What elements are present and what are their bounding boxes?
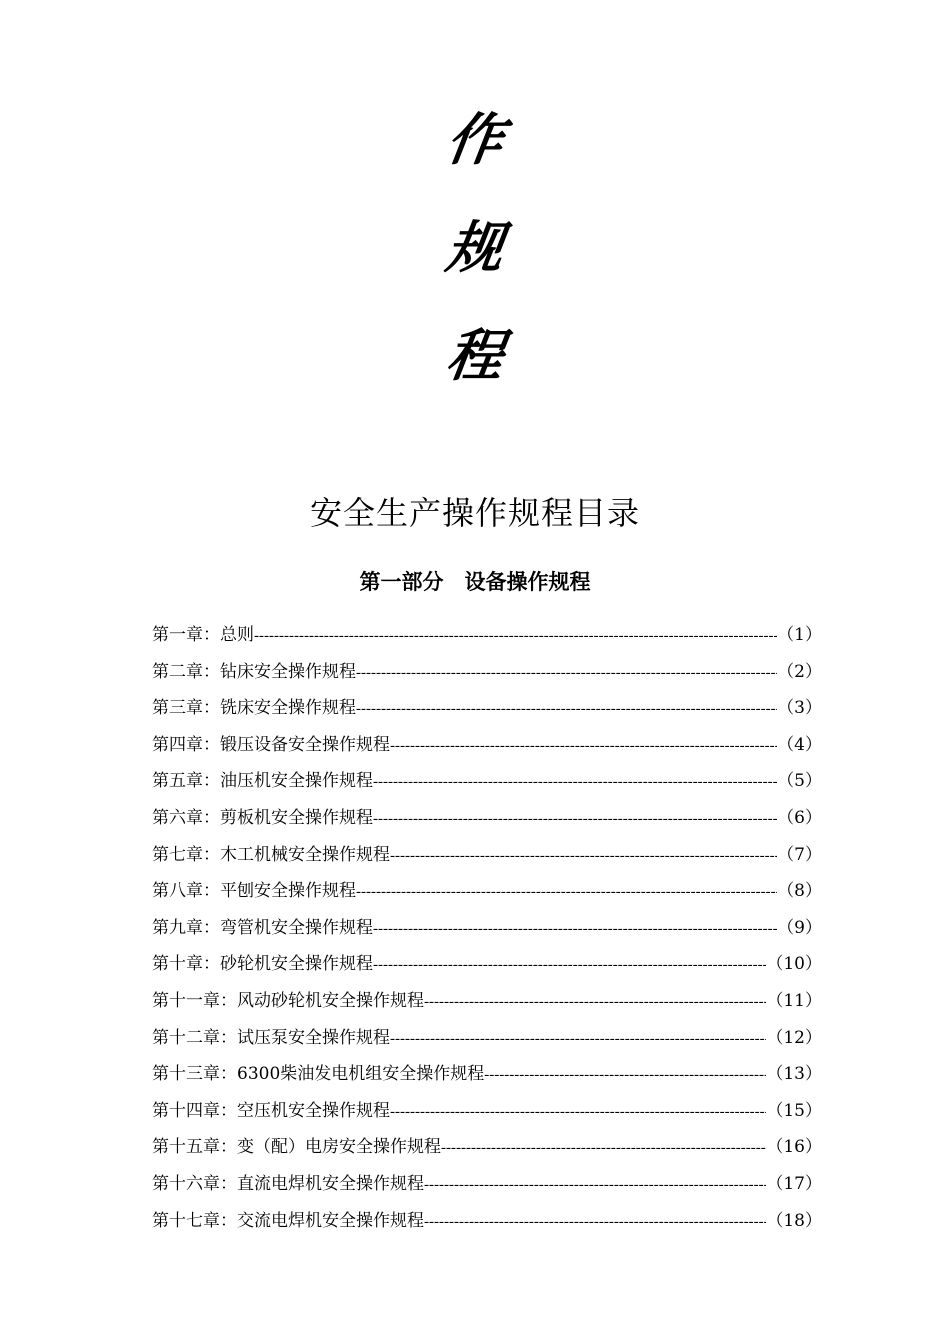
cover-char-gui: 规: [442, 215, 508, 281]
toc-page: （5）: [777, 771, 822, 792]
toc-entry-11[interactable]: [152, 988, 822, 1025]
toc-entry-3[interactable]: [152, 695, 822, 732]
toc-chapter: 第十三章：: [152, 1064, 237, 1085]
toc-name: 试压泵安全操作规程: [237, 1027, 390, 1048]
toc-entry-14[interactable]: [152, 1098, 822, 1135]
toc-leader: [390, 1026, 766, 1052]
toc-page: （11）: [766, 990, 822, 1011]
toc-page: （18）: [766, 1210, 822, 1231]
toc-entry-16[interactable]: [152, 1171, 822, 1208]
toc-chapter: 第四章：: [152, 734, 220, 755]
toc-page: （12）: [766, 1027, 822, 1048]
part-title: 第一部分 设备操作规程: [359, 570, 591, 594]
toc-leader: [390, 1099, 766, 1125]
toc-chapter: 第十五章：: [152, 1137, 237, 1158]
toc-chapter: 第十章：: [152, 954, 220, 975]
toc-entry-13[interactable]: [152, 1061, 822, 1098]
toc-chapter: 第九章：: [152, 917, 220, 938]
toc-leader: [254, 623, 777, 649]
cover-char-zuo: 作: [442, 107, 508, 173]
toc-chapter: 第八章：: [152, 881, 220, 902]
toc-page: （17）: [766, 1173, 822, 1194]
toc-page: （8）: [777, 881, 822, 902]
toc-chapter: 第十一章：: [152, 990, 237, 1011]
toc-name: 木工机械安全操作规程: [220, 844, 390, 865]
toc-leader: [390, 843, 777, 869]
toc-name: 交流电焊机安全操作规程: [237, 1210, 424, 1231]
toc-page: （15）: [766, 1100, 822, 1121]
toc-chapter: 第十七章：: [152, 1210, 237, 1231]
toc-leader: [373, 769, 777, 795]
toc-leader: [441, 1135, 766, 1161]
toc-name: 剪板机安全操作规程: [220, 807, 373, 828]
toc-page: （10）: [766, 954, 822, 975]
toc-entry-15[interactable]: [152, 1134, 822, 1171]
toc-entry-1[interactable]: [152, 622, 822, 659]
toc-leader: [373, 916, 777, 942]
toc-entry-17[interactable]: [152, 1208, 822, 1245]
toc-chapter: 第七章：: [152, 844, 220, 865]
toc-leader: [424, 1209, 766, 1235]
toc-entry-12[interactable]: [152, 1025, 822, 1062]
toc-name: 铣床安全操作规程: [220, 698, 356, 719]
cover-char-cheng: 程: [442, 323, 508, 389]
toc-name: 平刨安全操作规程: [220, 881, 356, 902]
toc-name: 变（配）电房安全操作规程: [237, 1137, 441, 1158]
toc-leader: [356, 696, 777, 722]
toc-name: 直流电焊机安全操作规程: [237, 1173, 424, 1194]
toc-entry-2[interactable]: [152, 659, 822, 696]
toc-page: （4）: [777, 734, 822, 755]
toc-leader: [484, 1062, 766, 1088]
toc-title: 安全生产操作规程目录: [309, 494, 640, 532]
toc-leader: [373, 806, 777, 832]
toc-chapter: 第十四章：: [152, 1100, 237, 1121]
toc-list: [152, 622, 822, 1244]
toc-page: （7）: [777, 844, 822, 865]
toc-name: 弯管机安全操作规程: [220, 917, 373, 938]
toc-entry-7[interactable]: [152, 842, 822, 879]
toc-page: （2）: [777, 661, 822, 682]
toc-chapter: 第五章：: [152, 771, 220, 792]
toc-chapter: 第十二章：: [152, 1027, 237, 1048]
toc-chapter: 第十六章：: [152, 1173, 237, 1194]
toc-name: 油压机安全操作规程: [220, 771, 373, 792]
toc-entry-5[interactable]: [152, 768, 822, 805]
toc-leader: [356, 660, 777, 686]
toc-entry-9[interactable]: [152, 915, 822, 952]
toc-name: 钻床安全操作规程: [220, 661, 356, 682]
toc-entry-8[interactable]: [152, 878, 822, 915]
toc-chapter: 第二章：: [152, 661, 220, 682]
toc-page: （13）: [766, 1064, 822, 1085]
toc-page: （6）: [777, 807, 822, 828]
toc-name: 6300柴油发电机组安全操作规程: [237, 1064, 485, 1085]
toc-chapter: 第一章：: [152, 625, 220, 645]
toc-leader: [424, 1172, 766, 1198]
toc-page: （1）: [777, 625, 822, 645]
toc-entry-6[interactable]: [152, 805, 822, 842]
toc-page: （9）: [777, 917, 822, 938]
toc-entry-4[interactable]: [152, 732, 822, 769]
toc-page: （3）: [777, 698, 822, 719]
toc-entry-10[interactable]: [152, 951, 822, 988]
toc-page: （16）: [766, 1137, 822, 1158]
toc-leader: [356, 879, 777, 905]
toc-name: 风动砂轮机安全操作规程: [237, 990, 424, 1011]
toc-name: 总则: [220, 625, 254, 645]
toc-name: 锻压设备安全操作规程: [220, 734, 390, 755]
toc-chapter: 第三章：: [152, 698, 220, 719]
toc-leader: [373, 952, 766, 978]
toc-chapter: 第六章：: [152, 807, 220, 828]
toc-name: 空压机安全操作规程: [237, 1100, 390, 1121]
toc-name: 砂轮机安全操作规程: [220, 954, 373, 975]
toc-leader: [424, 989, 766, 1015]
toc-leader: [390, 733, 777, 759]
